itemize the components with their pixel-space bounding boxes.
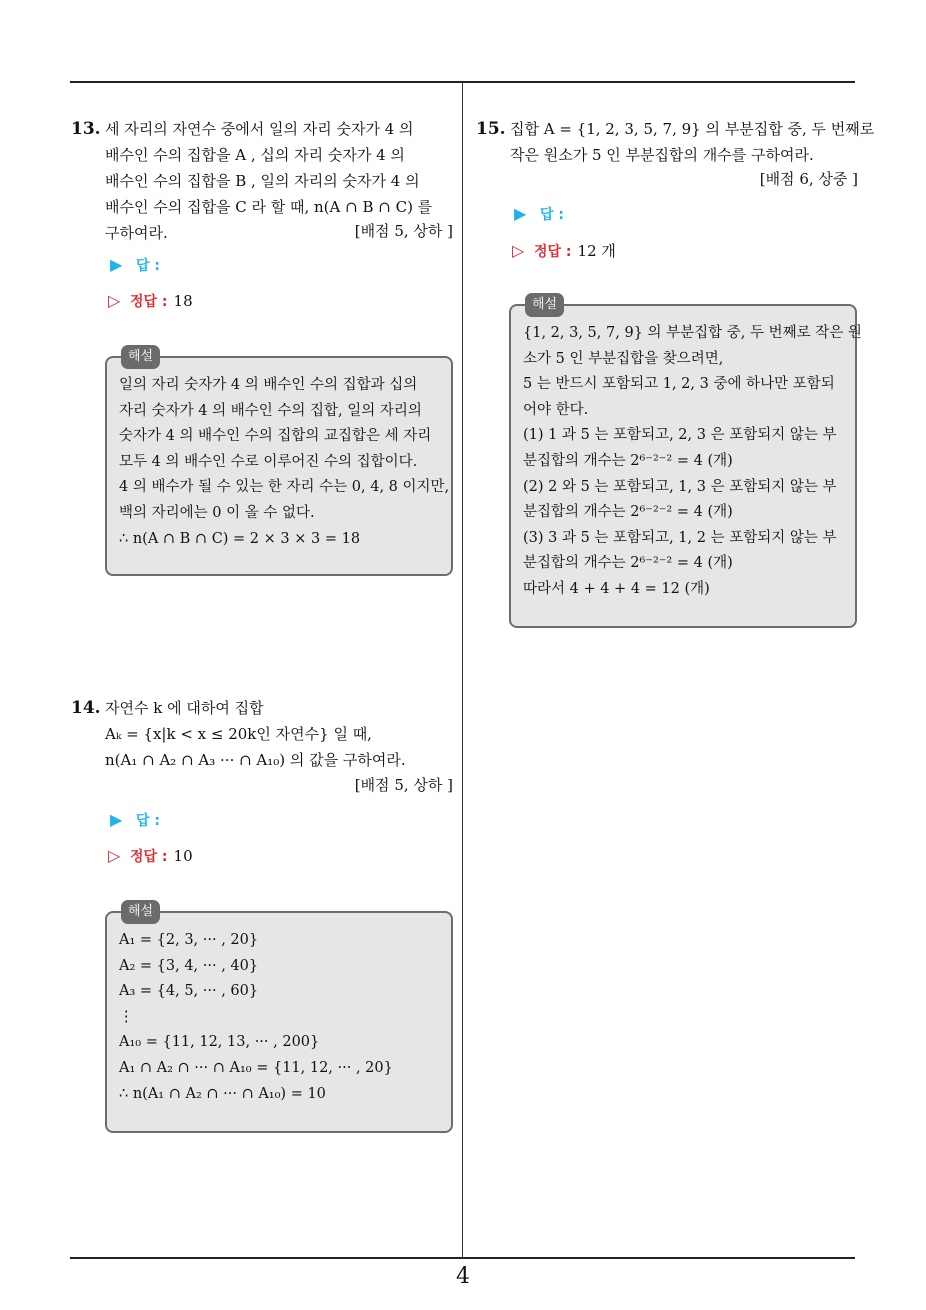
solution-line: (3) 3 과 5 는 포함되고, 1, 2 는 포함되지 않는 부 [523, 529, 837, 546]
solution-line: A₂ = {3, 4, ··· , 40} [119, 957, 259, 974]
problem-15-solution-box [509, 297, 862, 628]
correct-label: 정답 : [130, 849, 168, 865]
answer-label: 답 : [136, 258, 160, 274]
solution-line: {1, 2, 3, 5, 7, 9} 의 부분집합 중, 두 번째로 작은 원 [523, 325, 862, 341]
problem-15-score: [배점 6, 상중 ] [759, 170, 858, 188]
play-arrow-icon: ▶ [514, 204, 527, 223]
solution-line: A₃ = {4, 5, ··· , 60} [119, 983, 259, 1000]
correct-answer-value: 10 [173, 847, 193, 865]
correct-answer-value: 12 개 [577, 242, 616, 260]
solution-line: (1) 1 과 5 는 포함되고, 2, 3 은 포함되지 않는 부 [523, 427, 837, 444]
problem-15-answer-row [514, 204, 564, 224]
problem-text-line: 집합 A = {1, 2, 3, 5, 7, 9} 의 부분집합 중, 두 번째로 [510, 120, 875, 138]
problem-text-line: n(A₁ ∩ A₂ ∩ A₃ ··· ∩ A₁₀) 의 값을 구하여라. [105, 751, 406, 769]
solution-line: ∴ n(A ∩ B ∩ C) = 2 × 3 × 3 = 18 [119, 530, 361, 547]
problem-15-correct-row [512, 240, 616, 261]
solution-line: 5 는 반드시 포함되고 1, 2, 3 중에 하나만 포함되 [523, 376, 835, 393]
page-number: 4 [456, 1264, 470, 1289]
problem-text-line: Aₖ = {x|k < x ≤ 20k인 자연수} 일 때, [105, 725, 372, 743]
problem-15 [476, 116, 875, 168]
problem-14 [71, 695, 455, 773]
solution-line: A₁ = {2, 3, ··· , 20} [119, 932, 259, 948]
solution-line: 모두 4 의 배수인 수로 이루어진 수의 집합이다. [119, 453, 418, 470]
solution-line: 자리 숫자가 4 의 배수인 수의 집합, 일의 자리의 [119, 402, 422, 419]
problem-13-correct-row [108, 291, 193, 311]
answer-label: 답 : [136, 813, 160, 829]
problem-text-line: 자연수 k 에 대하여 집합 [105, 699, 264, 717]
problem-14-correct-row [108, 846, 193, 866]
problem-14-answer-row [110, 810, 160, 830]
correct-answer-value: 18 [173, 292, 193, 310]
solution-line: A₁ ∩ A₂ ∩ ··· ∩ A₁₀ = {11, 12, ··· , 20} [119, 1059, 393, 1076]
solution-line: 따라서 4 + 4 + 4 = 12 (개) [523, 580, 710, 597]
solution-line: 숫자가 4 의 배수인 수의 집합의 교집합은 세 자리 [119, 428, 432, 445]
solution-line: 일의 자리 숫자가 4 의 배수인 수의 집합과 십의 [119, 377, 418, 393]
outline-arrow-icon: ▷ [108, 291, 121, 310]
solution-line: 소가 5 인 부분집합을 찾으려면, [523, 350, 724, 367]
problem-text-line: 배수인 수의 집합을 C 라 할 때, n(A ∩ B ∩ C) 를 [105, 198, 433, 216]
problem-14-score: [배점 5, 상하 ] [354, 776, 453, 794]
problem-14-solution-box [105, 904, 453, 1133]
solution-line: ∴ n(A₁ ∩ A₂ ∩ ··· ∩ A₁₀) = 10 [119, 1085, 326, 1102]
problem-number: 14. [71, 698, 101, 718]
problem-text-line: 세 자리의 자연수 중에서 일의 자리 숫자가 4 의 [105, 120, 414, 138]
problem-text-line: 배수인 수의 집합을 B , 일의 자리의 숫자가 4 의 [105, 172, 420, 190]
solution-tag: 해설 [121, 345, 160, 369]
solution-line: 분집합의 개수는 2⁶⁻²⁻² = 4 (개) [523, 504, 733, 521]
problem-number: 13. [71, 119, 101, 139]
solution-line: 백의 자리에는 0 이 올 수 없다. [119, 504, 315, 521]
solution-line: 분집합의 개수는 2⁶⁻²⁻² = 4 (개) [523, 555, 733, 572]
problem-13-solution-box [105, 349, 453, 576]
solution-tag: 해설 [525, 293, 564, 317]
play-arrow-icon: ▶ [110, 255, 123, 274]
outline-arrow-icon: ▷ [512, 241, 525, 260]
outline-arrow-icon: ▷ [108, 846, 121, 865]
problem-text-line: 작은 원소가 5 인 부분집합의 개수를 구하여라. [510, 146, 814, 164]
solution-line: A₁₀ = {11, 12, 13, ··· , 200} [119, 1034, 320, 1051]
solution-line: 분집합의 개수는 2⁶⁻²⁻² = 4 (개) [523, 452, 733, 469]
column-divider [462, 83, 463, 1257]
solution-line: 4 의 배수가 될 수 있는 한 자리 수는 0, 4, 8 이지만, [119, 479, 450, 496]
problem-text-line: 구하여라. [105, 224, 168, 242]
play-arrow-icon: ▶ [110, 810, 123, 829]
problem-number: 15. [476, 119, 506, 139]
solution-line: 어야 한다. [523, 401, 589, 418]
problem-13-score: [배점 5, 상하 ] [354, 222, 453, 240]
problem-13-answer-row [110, 255, 160, 275]
solution-tag: 해설 [121, 900, 160, 924]
correct-label: 정답 : [534, 244, 572, 260]
solution-line: ⋮ [119, 1008, 134, 1025]
answer-label: 답 : [540, 207, 564, 223]
correct-label: 정답 : [130, 294, 168, 310]
bottom-rule [70, 1257, 855, 1259]
solution-line: (2) 2 와 5 는 포함되고, 1, 3 은 포함되지 않는 부 [523, 478, 837, 495]
problem-text-line: 배수인 수의 집합을 A , 십의 자리 숫자가 4 의 [105, 146, 405, 164]
